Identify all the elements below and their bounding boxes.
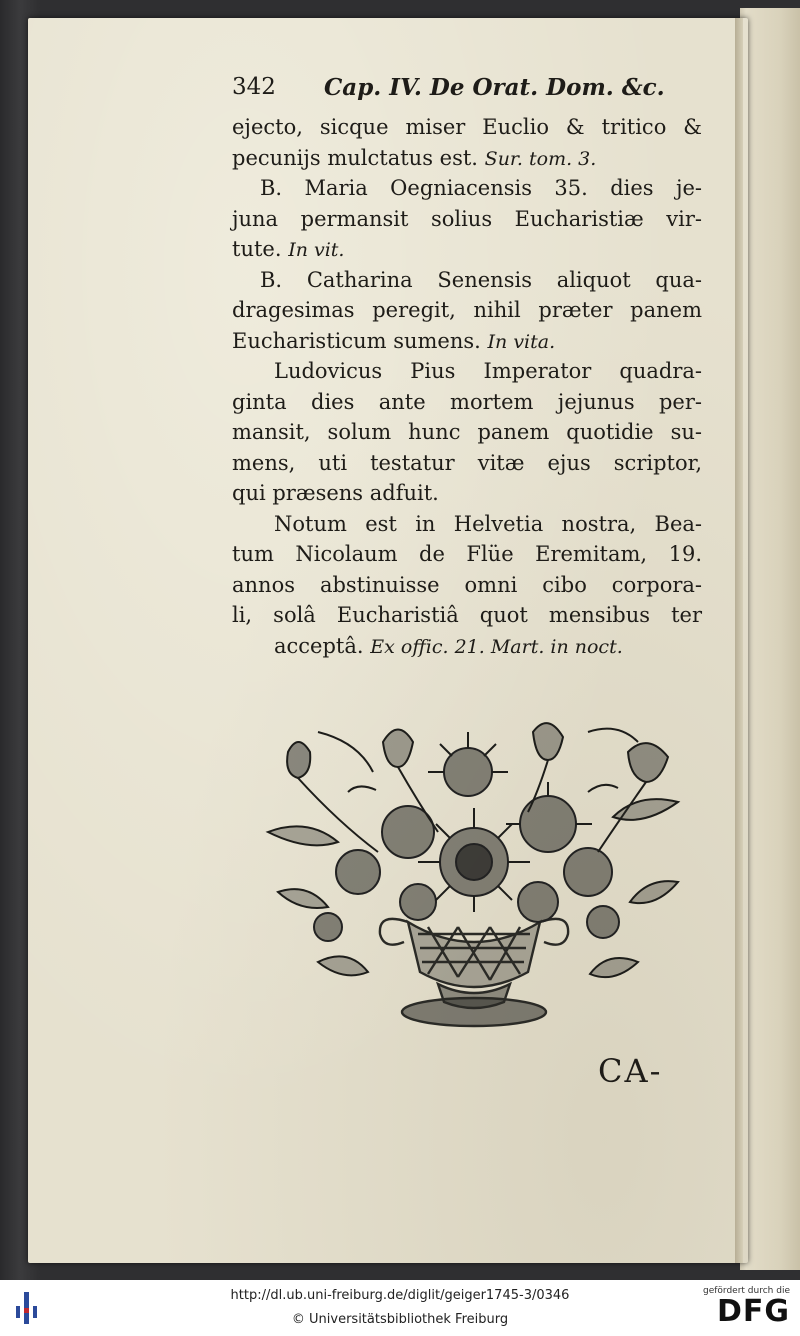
line-text: B. Maria Oegniacensis 35. dies je- [260, 176, 702, 200]
catchword: CA- [598, 1052, 663, 1090]
line-text: B. Catharina Senensis aliquot qua- [260, 267, 702, 292]
next-page-edge [740, 8, 800, 1270]
text-line [232, 204, 702, 235]
footer-bar [0, 1280, 800, 1336]
text-line [232, 448, 702, 479]
source-url: http://dl.ub.uni-freiburg.de/diglit/geiger1745-3/0346 [230, 1288, 570, 1303]
line-text: juna permansit solius Eucharistiæ vir- [232, 206, 702, 231]
text-line [232, 387, 702, 418]
line-text: tum Nicolaum de Flüe Eremitam, 19. [232, 542, 702, 566]
text-line [232, 509, 702, 540]
line-text: li, solâ Eucharistiâ quot mensibus ter [232, 603, 702, 627]
text-line [232, 234, 702, 265]
page-number: 342 [232, 74, 276, 100]
text-line [232, 570, 702, 601]
funding-note: gefördert durch die [703, 1286, 790, 1296]
line-text: Eucharisticum sumens. [232, 328, 481, 353]
line-text: pecunijs mulctatus est. [232, 145, 478, 170]
line-text: Ludovicus Pius Imperator quadra- [274, 359, 702, 383]
citation-reference: Sur. tom. 3. [484, 147, 597, 170]
citation-reference: In vita. [487, 330, 556, 353]
text-line [232, 631, 702, 662]
page-gutter [735, 18, 743, 1263]
line-text: Notum est in Helvetia nostra, Bea- [274, 511, 702, 536]
line-text: ejecto, sicque miser Euclio & tritico & [232, 115, 702, 139]
text-line [232, 600, 702, 631]
text-line [232, 417, 702, 448]
line-text: mens, uti testatur vitæ ejus scriptor, [232, 450, 702, 475]
line-text: dragesimas peregit, nihil præter panem [232, 298, 702, 322]
dfg-logo: DFG [716, 1294, 790, 1329]
line-text: mansit, solum hunc panem quotidie su- [232, 420, 702, 444]
copyright: © Universitätsbibliothek Freiburg [291, 1312, 509, 1327]
citation-reference: Ex offic. 21. Mart. in noct. [370, 635, 623, 658]
text-line [232, 173, 702, 204]
line-text: ginta dies ante mortem jejunus per- [232, 389, 702, 414]
text-line [232, 112, 702, 143]
running-head [232, 74, 702, 106]
text-line [232, 265, 702, 296]
text-line [232, 326, 702, 357]
text-line [232, 478, 702, 509]
line-text: acceptâ. [274, 633, 364, 658]
text-line [232, 295, 702, 326]
text-line [232, 143, 702, 174]
line-text: qui præsens adfuit. [232, 481, 439, 505]
running-title: Cap. IV. De Orat. Dom. &c. [324, 74, 665, 101]
flower-basket-woodcut-icon [258, 712, 690, 1042]
body-text [232, 112, 702, 661]
text-line [232, 356, 702, 387]
line-text: annos abstinuisse omni cibo corpora- [232, 572, 702, 597]
line-text: tute. [232, 237, 282, 261]
text-line [232, 539, 702, 570]
citation-reference: In vit. [288, 239, 345, 261]
